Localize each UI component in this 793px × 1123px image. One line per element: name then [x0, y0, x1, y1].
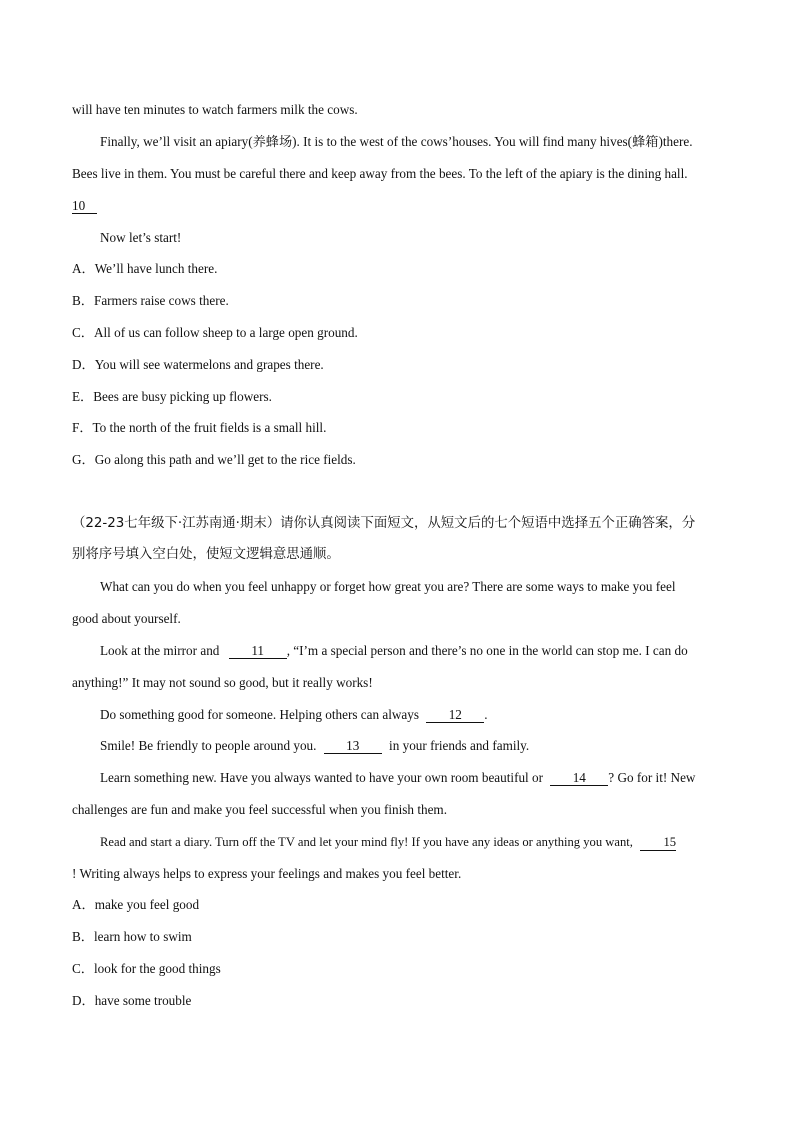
passage1-line-c: Bees live in them. You must be careful there and keep away from the bees. To the left of the apiary is the dining hall. — [72, 166, 688, 181]
passage2-p1-line-b: good about yourself. — [72, 611, 181, 626]
blank-11: 11 — [229, 643, 287, 659]
blank-13: 13 — [324, 738, 382, 754]
blank-10-number: 10 — [72, 198, 97, 214]
passage2-p3 — [100, 706, 488, 724]
p5-text-after-blank: ? Go for it! New — [608, 770, 696, 785]
p4-text-after-blank: in your friends and family. — [389, 738, 530, 753]
option-c: C．All of us can follow sheep to a large open ground. — [72, 325, 358, 340]
blank-10 — [72, 197, 97, 215]
passage2-p6-line-b: ! Writing always helps to express your feelings and makes you feel better. — [72, 866, 462, 881]
option-e: E．Bees are busy picking up flowers. — [72, 389, 272, 404]
passage2-p6-line-a — [100, 833, 676, 851]
option-b: B．Farmers raise cows there. — [72, 293, 229, 308]
option2-b: B．learn how to swim — [72, 929, 192, 944]
passage2-header-line-2: 别将序号填入空白处，使短文逻辑意思通顺。 — [72, 547, 340, 562]
option-f: F．To the north of the fruit fields is a small hill. — [72, 420, 327, 435]
passage1-line-b-text: Finally, we’ll visit an apiary(养蜂场). It is to the west of the cows’houses. You will find many hives(蜂箱)there. — [100, 134, 693, 149]
p3-text-before-blank: Do something good for someone. Helping others can always — [100, 707, 419, 722]
passage2-p4 — [100, 737, 529, 755]
passage1-line-a: will have ten minutes to watch farmers milk the cows. — [72, 102, 358, 117]
blank-15: 15 — [640, 835, 676, 851]
p5-text-before-blank: Learn something new. Have you always wanted to have your own room beautiful or — [100, 770, 543, 785]
option-a: A．We’ll have lunch there. — [72, 261, 218, 276]
p2-text-before-blank: Look at the mirror and — [100, 643, 220, 658]
p2-text-after-blank: , “I’m a special person and there’s no one in the world can stop me. I can do — [286, 643, 688, 658]
passage1-line-d: Now let’s start! — [100, 230, 182, 245]
p6-text-before-blank: Read and start a diary. Turn off the TV and let your mind fly! If you have any ideas or anything you want, — [100, 835, 633, 849]
p3-text-after-blank: . — [484, 707, 488, 722]
blank-12: 12 — [426, 707, 484, 723]
option-d: D．You will see watermelons and grapes there. — [72, 357, 324, 372]
passage1-line-b — [100, 133, 721, 151]
passage2-p2-line-a — [100, 642, 688, 660]
p4-text-before-blank: Smile! Be friendly to people around you. — [100, 738, 317, 753]
passage2-p2-line-b: anything!” It may not sound so good, but it really works! — [72, 675, 373, 690]
passage2-p5-line-b: challenges are fun and make you feel successful when you finish them. — [72, 802, 447, 817]
passage2-header-line-1: （22-23七年级下·江苏南通·期末）请你认真阅读下面短文，从短文后的七个短语中选择五个正确答案，分 — [72, 516, 696, 531]
option2-c: C．look for the good things — [72, 961, 221, 976]
option-g: G．Go along this path and we’ll get to the rice fields. — [72, 452, 356, 467]
blank-14: 14 — [550, 770, 608, 786]
option2-d: D．have some trouble — [72, 993, 192, 1008]
option2-a: A．make you feel good — [72, 897, 200, 912]
passage2-p1-line-a: What can you do when you feel unhappy or forget how great you are? There are some ways to make you feel — [100, 579, 676, 594]
passage2-p5-line-a — [100, 769, 695, 787]
